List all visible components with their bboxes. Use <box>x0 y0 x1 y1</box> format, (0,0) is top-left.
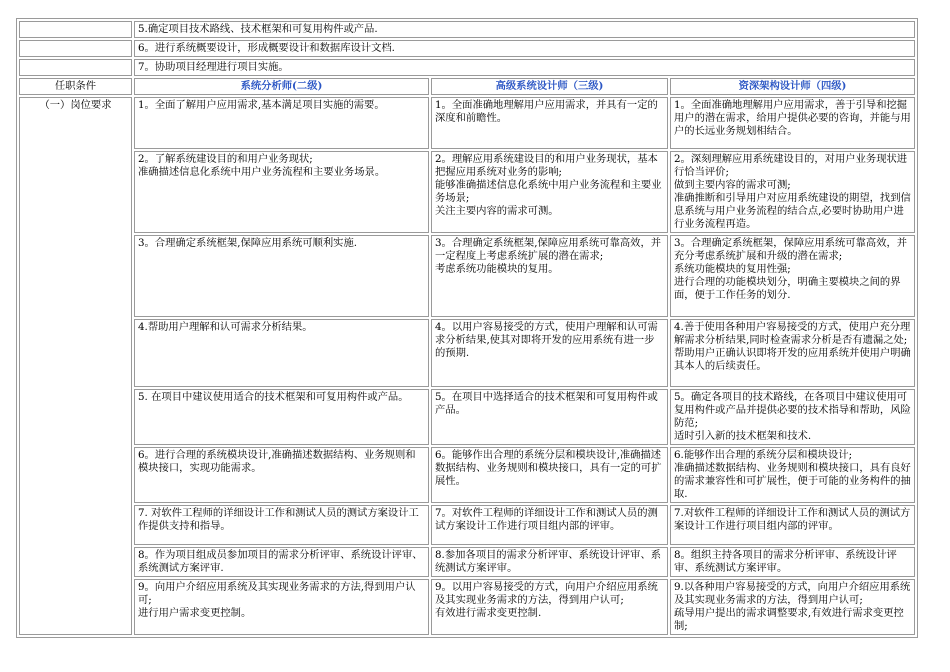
requirement-cell-c1 <box>134 579 429 635</box>
requirement-text: 9。向用户介绍应用系统及其实现业务需求的方法,得到用户认可; <box>138 581 416 606</box>
header-level-3: 高级系统设计师（三级) <box>431 78 668 95</box>
requirement-cell-c3 <box>670 235 915 317</box>
requirement-cell-c2 <box>431 547 668 577</box>
requirement-cell-c3 <box>670 579 915 635</box>
document-page <box>16 18 911 638</box>
requirement-cell-c2 <box>431 319 668 387</box>
empty-cell <box>19 59 132 76</box>
requirement-text: 4.帮助用户理解和认可需求分析结果。 <box>138 321 313 333</box>
requirement-cell-c1 <box>134 447 429 503</box>
requirement-text: 9。以用户容易接受的方式，向用户介绍应用系统及其实现业务需求的方法，得到用户认可; <box>435 581 658 606</box>
requirement-cell-c2 <box>431 579 668 635</box>
requirement-row <box>19 235 915 317</box>
requirement-text: 6。能够作出合理的系统分层和模块设计,准确描述数据结构、业务规则和模块接口，具有一定的可扩展性。 <box>435 449 662 487</box>
duty-item: 7。协助项目经理进行项目实施。 <box>134 59 915 76</box>
requirement-text: 考虑系统功能模块的复用。 <box>435 263 559 275</box>
requirement-text: 6.能够作出合理的系统分层和模块设计; <box>674 449 853 461</box>
top-row <box>19 59 915 76</box>
requirement-text: 2。理解应用系统建设目的和用户业务现状，基本把握应用系统对业务的影响; <box>435 153 658 178</box>
requirement-text: 8。作为项目组成员参加项目的需求分析评审、系统设计评审、系统测试方案评审. <box>138 549 423 574</box>
job-requirements-table <box>16 18 918 638</box>
requirement-text: 关注主要内容的需求可测。 <box>435 205 559 217</box>
requirement-cell-c1 <box>134 319 429 387</box>
requirement-row <box>19 151 915 233</box>
requirement-cell-c1 <box>134 235 429 317</box>
header-level-4: 资深架构设计师（四级) <box>670 78 915 95</box>
requirement-cell-c1 <box>134 547 429 577</box>
requirement-cell-c3 <box>670 547 915 577</box>
requirement-text: 5. 在项目中建议使用适合的技术框架和可复用构件或产品。 <box>138 391 409 403</box>
requirement-text: 3。合理确定系统框架,保障应用系统可顺利实施. <box>138 237 358 249</box>
requirement-cell-c3 <box>670 97 915 149</box>
requirement-cell-c2 <box>431 447 668 503</box>
requirement-cell-c1 <box>134 389 429 445</box>
requirement-text: 3。合理确定系统框架,保障应用系统可靠高效，并一定程度上考虑系统扩展的潜在需求; <box>435 237 662 262</box>
requirement-text: 1。全面了解用户应用需求,基本满足项目实施的需要。 <box>138 99 385 111</box>
header-level-2: 系统分析师(二级) <box>134 78 429 95</box>
requirement-text: 5。确定各项目的技术路线，在各项目中建议使用可复用构件或产品并提供必要的技术指导和帮助，风险防范; <box>674 391 911 429</box>
requirement-row <box>19 505 915 545</box>
top-row <box>19 21 915 38</box>
requirement-cell-c2 <box>431 97 668 149</box>
requirement-row <box>19 447 915 503</box>
requirement-text: 7。对软件工程师的详细设计工作和测试人员的测试方案设计工作进行项目组内部的评审。 <box>435 507 658 532</box>
requirement-cell-c3 <box>670 389 915 445</box>
requirement-text: 1。全面准确地理解用户应用需求，善于引导和挖掘用户的潜在需求，给用户提供必要的咨询，并能与用户的长远业务规划相结合。 <box>674 99 911 137</box>
empty-cell <box>19 40 132 57</box>
requirement-row <box>19 389 915 445</box>
requirement-cell-c3 <box>670 151 915 233</box>
header-row <box>19 78 915 95</box>
requirement-cell-c3 <box>670 447 915 503</box>
section-label: （一）岗位要求 <box>19 97 132 635</box>
requirement-text: 帮助用户正确认识即将开发的应用系统并使用户明确其本人的后续责任。 <box>674 347 911 372</box>
requirement-cell-c1 <box>134 151 429 233</box>
requirement-text: 能够准确描述信息化系统中用户业务流程和主要业务场景; <box>435 179 662 204</box>
requirement-text: 6。进行合理的系统模块设计,准确描述数据结构、业务规则和模块接口，实现功能需求。 <box>138 449 416 474</box>
requirement-row <box>19 579 915 635</box>
requirement-text: 3。合理确定系统框架，保障应用系统可靠高效，并充分考虑系统扩展和升级的潜在需求; <box>674 237 908 262</box>
requirement-cell-c2 <box>431 235 668 317</box>
top-row <box>19 40 915 57</box>
requirement-text: 5。在项目中选择适合的技术框架和可复用构件或产品。 <box>435 391 658 416</box>
header-label: 任职条件 <box>19 78 132 95</box>
requirement-cell-c1 <box>134 97 429 149</box>
requirement-text: 系统功能模块的复用性强; <box>674 263 791 275</box>
requirement-text: 2。了解系统建设目的和用户业务现状; <box>138 153 313 165</box>
requirement-text: 准确描述信息化系统中用户业务流程和主要业务场景。 <box>138 166 386 178</box>
requirement-text: 7. 对软件工程师的详细设计工作和测试人员的测试方案设计工作提供支持和指导。 <box>138 507 419 532</box>
requirement-row <box>19 319 915 387</box>
requirement-row <box>19 547 915 577</box>
requirement-text: 9.以各种用户容易接受的方式，向用户介绍应用系统及其实现业务需求的方法，得到用户认可; <box>674 581 911 606</box>
requirement-text: 4。以用户容易接受的方式，使用户理解和认可需求分析结果,使其对即将开发的应用系统有进一步的预期. <box>435 321 658 359</box>
requirement-cell-c3 <box>670 505 915 545</box>
duty-item: 5.确定项目技术路线、技术框架和可复用构件或产品. <box>134 21 915 38</box>
empty-cell <box>19 21 132 38</box>
requirement-text: 准确描述数据结构、业务规则和模块接口，具有良好的需求兼容性和可扩展性，便于可能的业务构件的抽取. <box>674 462 911 500</box>
duty-item: 6。进行系统概要设计，形成概要设计和数据库设计文档. <box>134 40 915 57</box>
requirement-cell-c3 <box>670 319 915 387</box>
requirement-cell-c2 <box>431 389 668 445</box>
requirement-text: 适时引入新的技术框架和技术. <box>674 430 812 442</box>
requirement-text: 进行用户需求变更控制。 <box>138 607 252 619</box>
requirement-cell-c2 <box>431 505 668 545</box>
requirement-text: 1。全面准确地理解用户应用需求，并具有一定的深度和前瞻性。 <box>435 99 658 124</box>
requirement-text: 2。深刻理解应用系统建设目的，对用户业务现状进行恰当评价; <box>674 153 908 178</box>
requirement-text: 做到主要内容的需求可测; <box>674 179 791 191</box>
requirement-text: 进行合理的功能模块划分，明确主要模块之间的界面，便于工作任务的划分. <box>674 276 901 301</box>
requirement-text: 8。组织主持各项目的需求分析评审、系统设计评审、系统测试方案评审。 <box>674 549 897 574</box>
requirement-cell-c2 <box>431 151 668 233</box>
requirement-text: 疏导用户提出的需求调整要求,有效进行需求变更控制; <box>674 607 904 632</box>
requirement-text: 4.善于使用各种用户容易接受的方式，使用户充分理解需求分析结果,同时检查需求分析是否有遗漏之处; <box>674 321 911 346</box>
requirement-row <box>19 97 915 149</box>
requirement-cell-c1 <box>134 505 429 545</box>
requirement-text: 准确推断和引导用户对应用系统建设的期望，找到信息系统与用户业务流程的结合点,必要时协助用户进行业务流程再造。 <box>674 192 911 230</box>
requirement-text: 8.参加各项目的需求分析评审、系统设计评审、系统测试方案评审。 <box>435 549 662 574</box>
requirement-text: 7.对软件工程师的详细设计工作和测试人员的测试方案设计工作进行项目组内部的评审。 <box>674 507 911 532</box>
requirement-text: 有效进行需求变更控制. <box>435 607 542 619</box>
